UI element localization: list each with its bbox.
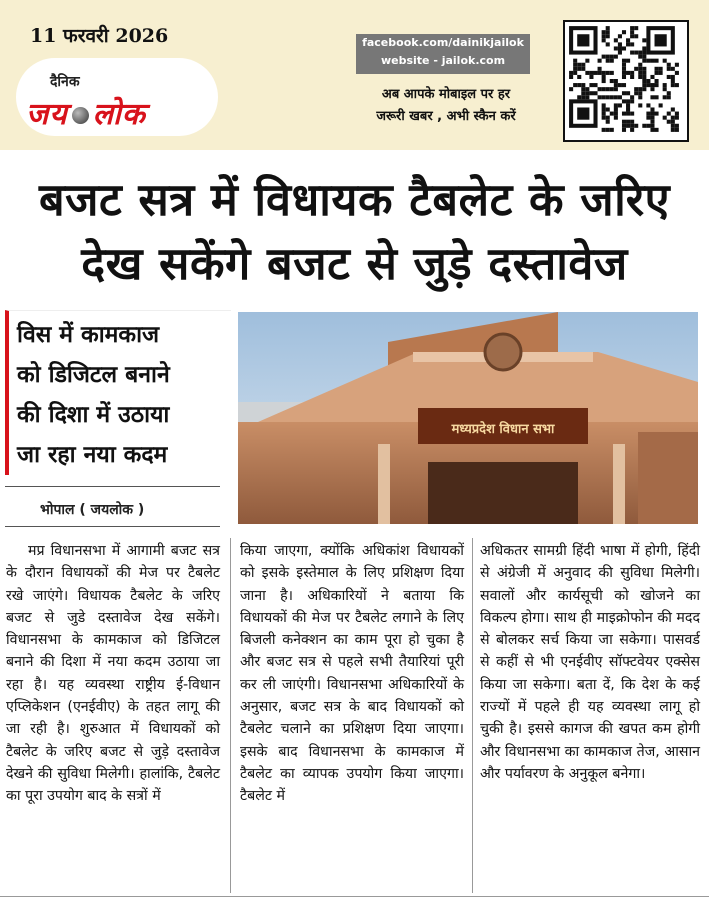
masthead: [0, 0, 709, 150]
column-separator: [230, 538, 231, 893]
logo-ball-icon: [72, 107, 89, 124]
logo-tagline: दैनिक: [50, 74, 80, 90]
divider-bottom: [5, 526, 220, 527]
facebook-link[interactable]: facebook.com/dainikjailok: [362, 36, 524, 49]
article-column-1: मप्र विधानसभा में आगामी बजट सत्र के दौरान विधायकों की मेज पर टैबलेट रखे जाएंगे। विधायक टैबलेट के जरिए बजट से जुडे दस्तावेज देख सकेंगे। विधानसभा के कामकाज को डिजिटल बनाने की दिशा में नया कदम उठाया जा रहा है। यह व्यवस्था राष्ट्रीय ई-विधान एप्लिकेशन (एनईवीए) के तहत लागू की जा रही है। शुरुआत में विधायकों को टैबलेट के जरिए बजट से जुड़े दस्तावेज देखने की सुविधा मिलेगी। हालांकि, टैबलेट का पूरा उपयोग बाद के सत्रों में: [6, 543, 220, 805]
logo-word-right: लोक: [92, 97, 146, 132]
subhead-line-4: जा रहा नया कदम: [17, 442, 168, 468]
scan-line-2: जरूरी खबर , अभी स्कैन करें: [376, 109, 516, 124]
qr-pattern: [565, 22, 683, 136]
scan-promo: [346, 84, 546, 128]
column-separator: [472, 538, 473, 893]
page-bottom-rule: [0, 896, 709, 897]
article-column-3: अधिकतर सामग्री हिंदी भाषा में होगी, हिंदी से अंग्रेजी में अनुवाद की सुविधा मिलेगी। सवालों और कार्यसूची को खोजने का विकल्प होगा। साथ ही माइक्रोफोन की मदद से बोलकर सर्च किया जा सकेगा। पासवर्ड से कहीं से भी एनईवीए सॉफ्टवेयर एक्सेस किया जा सकेगा। बता दें, कि देश के कई राज्यों में पहले ही यह व्यवस्था लागू हो चुकी है। इससे कागज की खपत कम होगी और विधानसभा का कामकाज तेज, आसान और पर्यावरण के अनुकूल बनेगा।: [480, 543, 700, 782]
headline-line-1: बजट सत्र में विधायक टैबलेट के जरिए: [38, 173, 671, 226]
subheadline: [5, 310, 231, 475]
divider-top: [5, 486, 220, 487]
dateline: भोपाल ( जयलोक ): [40, 502, 145, 518]
qr-code-icon[interactable]: [563, 20, 689, 142]
subhead-line-1: विस में कामकाज: [17, 322, 160, 348]
logo-wordmark: [26, 92, 146, 133]
social-links: [356, 34, 530, 74]
subhead-line-3: की दिशा में उठाया: [17, 402, 170, 428]
website-link[interactable]: website - jailok.com: [380, 54, 506, 67]
issue-date: 11 फरवरी 2026: [30, 25, 169, 47]
scan-line-1: अब आपके मोबाइल पर हर: [381, 87, 511, 102]
article-column-2: किया जाएगा, क्योंकि अधिकांश विधायकों को इसके इस्तेमाल के लिए प्रशिक्षण दिया जाना है। अधिकारियों ने बताया कि विधायकों की मेज पर टैबलेट लगाने के लिए बिजली कनेक्शन का काम पूरा हो चुका है और बजट सत्र से पहले सभी तैयारियां पूरी कर ली जाएंगी। विधानसभा अधिकारियों के अनुसार, बजट सत्र के बाद विधायकों को टैबलेट चलाने का प्रशिक्षण दिया जाएगा। इसके बाद विधानसभा के कामकाज में टैबलेट का व्यापक उपयोग किया जाएगा। टैबलेट में: [240, 543, 464, 805]
assembly-building-photo: [238, 312, 698, 524]
logo-word-left: जय: [26, 97, 68, 132]
headline-line-2: देख सकेंगे बजट से जुड़े दस्तावेज: [81, 237, 628, 290]
subhead-line-2: को डिजिटल बनाने: [17, 362, 170, 388]
building-sign: मध्यप्रदेश विधान सभा: [451, 422, 555, 437]
